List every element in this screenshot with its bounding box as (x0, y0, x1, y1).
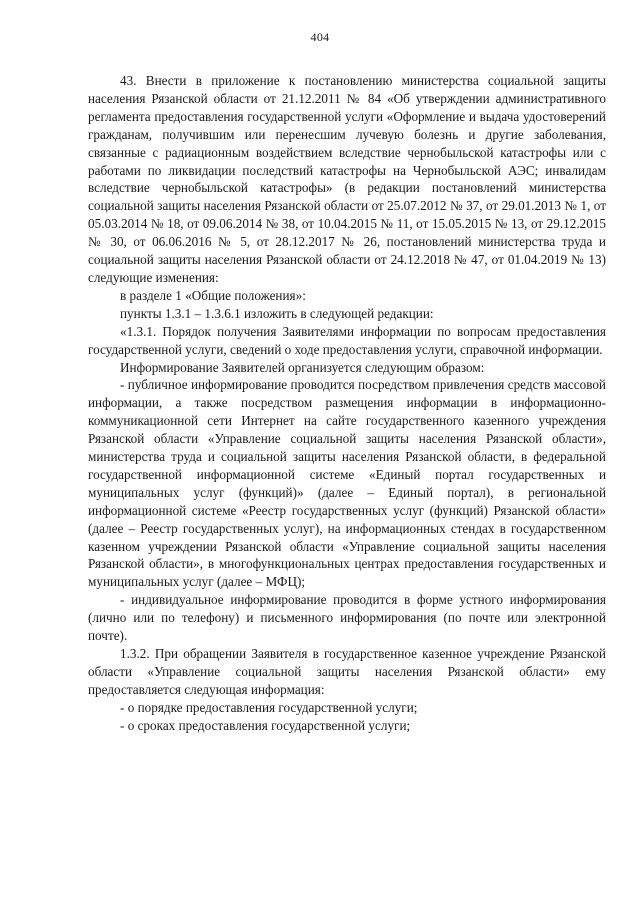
bullet-public-informing: - публичное информирование проводится посредством привлечения средств массовой информации, а также посредством размещения информации в информационно-коммуникационной сети Интернет на сайте государственного казенного учреждения Рязанской области «Управление социальной защиты населения Рязанской области», министерства труда и социальной защиты населения Рязанской области, в федеральной государственной информационной системе «Единый портал государственных и муниципальных услуг (функций)» (далее – Единый портал), в региональной информационной системе «Реестр государственных услуг (функций) Рязанской области» (далее – Реестр государственных услуг), на информационных стендах в государственном казенном учреждении Рязанской области «Управление социальной защиты населения Рязанской области», в многофункциональных центрах предоставления государственных и муниципальных услуг (далее – МФЦ); (88, 377, 606, 590)
paragraph-1-3-2: 1.3.2. При обращении Заявителя в государственное казенное учреждение Рязанской области «Управление социальной защиты населения Рязанской области» ему предоставляется следующая информация: (88, 646, 606, 697)
list-item-terms: - о сроках предоставления государственной услуги; (120, 717, 411, 733)
document-body (88, 72, 606, 735)
paragraph-43: 43. Внести в приложение к постановлению министерства социальной защиты населения Рязанской области от 21.12.2011 № 84 «Об утверждении административного регламента предоставления государственной услуги «Оформление и выдача удостоверений гражданам, получившим или перенесшим лучевую болезнь и другие заболевания, связанные с радиационным воздействием вследствие чернобыльской катастрофы или с работами по ликвидации последствий катастрофы на Чернобыльской АЭС; инвалидам вследствие чернобыльской катастрофы» (в редакции постановлений министерства социальной защиты населения Рязанской области от 25.07.2012 № 37, от 29.01.2013 № 1, от 05.03.2014 № 18, от 09.06.2014 № 38, от 10.04.2015 № 11, от 15.05.2015 № 13, от 29.12.2015 № 30, от 06.06.2016 № 5, от 28.12.2017 № 26, постановлений министерства труда и социальной защиты населения Рязанской области от 24.12.2018 № 47, от 01.04.2019 № 13) следующие изменения: (88, 73, 606, 285)
informing-intro: Информирование Заявителей организуется следующим образом: (120, 359, 485, 375)
bullet-individual-informing: - индивидуальное информирование проводится в форме устного информирования (лично или по телефону) и письменного информирования (по почте или электронной почте). (88, 592, 606, 644)
list-item-order: - о порядке предоставления государственной услуги; (120, 699, 418, 715)
section-1-intro: в разделе 1 «Общие положения»: (120, 287, 306, 303)
paragraph-1-3-1: «1.3.1. Порядок получения Заявителями информации по вопросам предоставления государственной услуги, сведений о ходе предоставления услуги, справочной информации. (88, 323, 606, 357)
page-number: 404 (310, 30, 330, 44)
points-intro: пункты 1.3.1 – 1.3.6.1 изложить в следующей редакции: (120, 305, 434, 321)
